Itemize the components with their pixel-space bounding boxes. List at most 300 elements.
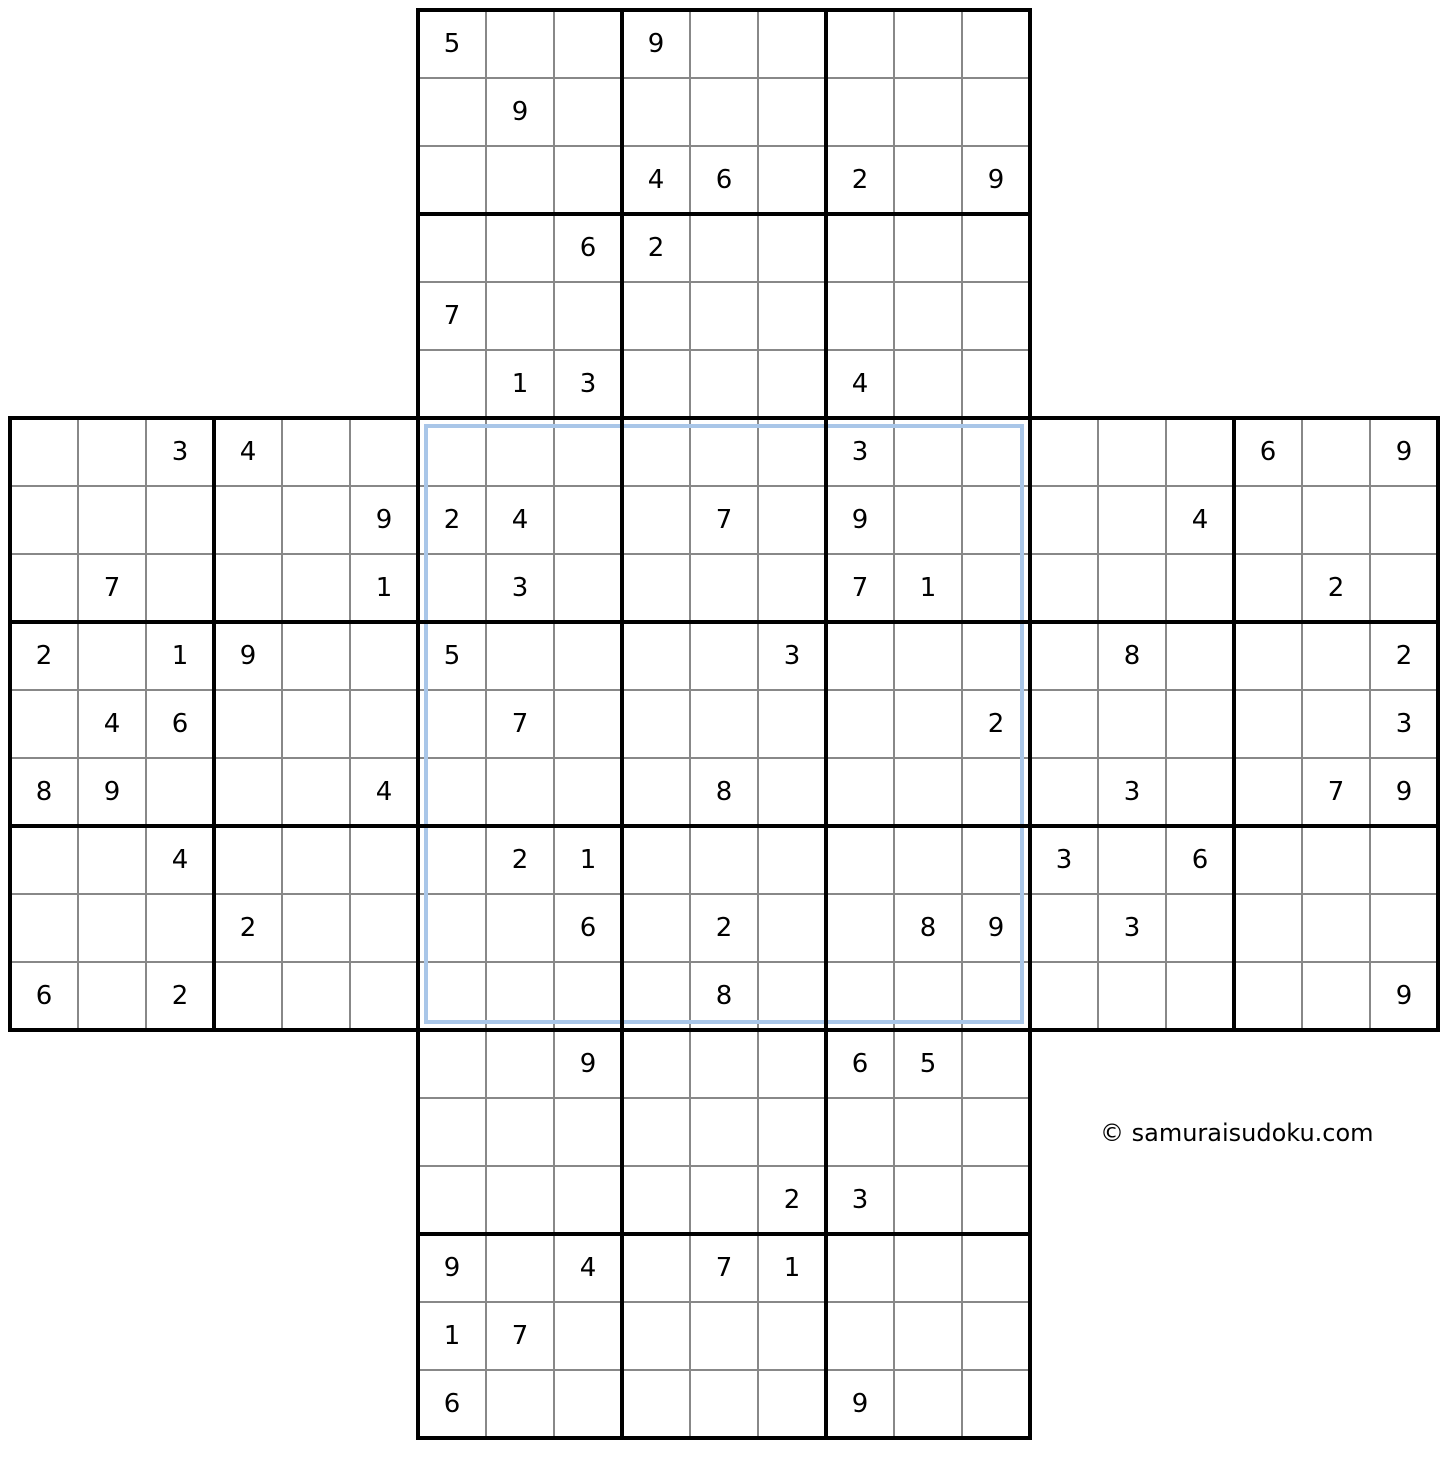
sudoku-cell-r12-c7[interactable] xyxy=(418,758,486,826)
sudoku-cell-r10-c7[interactable] xyxy=(418,622,486,690)
sudoku-cell-r21-c8[interactable] xyxy=(486,1370,554,1438)
sudoku-cell-r16-c14[interactable] xyxy=(894,1030,962,1098)
sudoku-cell-r14-c7[interactable] xyxy=(418,894,486,962)
sudoku-cell-r15-c17[interactable] xyxy=(1098,962,1166,1030)
sudoku-cell-r2-c9[interactable] xyxy=(554,78,622,146)
sudoku-cell-r10-c12[interactable] xyxy=(758,622,826,690)
sudoku-cell-r8-c7[interactable] xyxy=(418,486,486,554)
sudoku-cell-r15-c9[interactable] xyxy=(554,962,622,1030)
sudoku-cell-r20-c10[interactable] xyxy=(622,1302,690,1370)
sudoku-cell-r15-c21[interactable] xyxy=(1370,962,1438,1030)
sudoku-cell-r20-c8[interactable] xyxy=(486,1302,554,1370)
sudoku-cell-r20-c12[interactable] xyxy=(758,1302,826,1370)
sudoku-cell-r13-c13[interactable] xyxy=(826,826,894,894)
sudoku-cell-r11-c9[interactable] xyxy=(554,690,622,758)
sudoku-cell-r19-c13[interactable] xyxy=(826,1234,894,1302)
sudoku-cell-r4-c13[interactable] xyxy=(826,214,894,282)
sudoku-cell-r6-c14[interactable] xyxy=(894,350,962,418)
sudoku-cell-r8-c15[interactable] xyxy=(962,486,1030,554)
sudoku-cell-r12-c9[interactable] xyxy=(554,758,622,826)
sudoku-cell-r2-c14[interactable] xyxy=(894,78,962,146)
sudoku-cell-r3-c13[interactable] xyxy=(826,146,894,214)
sudoku-cell-r12-c14[interactable] xyxy=(894,758,962,826)
sudoku-cell-r17-c9[interactable] xyxy=(554,1098,622,1166)
sudoku-cell-r10-c9[interactable] xyxy=(554,622,622,690)
sudoku-cell-r8-c9[interactable] xyxy=(554,486,622,554)
sudoku-cell-r13-c12[interactable] xyxy=(758,826,826,894)
sudoku-cell-r17-c10[interactable] xyxy=(622,1098,690,1166)
sudoku-cell-r21-c14[interactable] xyxy=(894,1370,962,1438)
sudoku-cell-r6-c7[interactable] xyxy=(418,350,486,418)
sudoku-cell-r12-c20[interactable] xyxy=(1302,758,1370,826)
sudoku-cell-r7-c8[interactable] xyxy=(486,418,554,486)
sudoku-cell-r13-c18[interactable] xyxy=(1166,826,1234,894)
sudoku-cell-r9-c1[interactable] xyxy=(10,554,78,622)
sudoku-cell-r8-c6[interactable] xyxy=(350,486,418,554)
sudoku-cell-r12-c16[interactable] xyxy=(1030,758,1098,826)
sudoku-cell-r7-c9[interactable] xyxy=(554,418,622,486)
sudoku-cell-r2-c7[interactable] xyxy=(418,78,486,146)
sudoku-cell-r19-c12[interactable] xyxy=(758,1234,826,1302)
sudoku-cell-r15-c11[interactable] xyxy=(690,962,758,1030)
sudoku-cell-r12-c18[interactable] xyxy=(1166,758,1234,826)
sudoku-cell-r14-c5[interactable] xyxy=(282,894,350,962)
sudoku-cell-r16-c13[interactable] xyxy=(826,1030,894,1098)
sudoku-cell-r12-c21[interactable] xyxy=(1370,758,1438,826)
sudoku-cell-r19-c7[interactable] xyxy=(418,1234,486,1302)
sudoku-cell-r8-c16[interactable] xyxy=(1030,486,1098,554)
sudoku-cell-r11-c17[interactable] xyxy=(1098,690,1166,758)
sudoku-cell-r11-c7[interactable] xyxy=(418,690,486,758)
sudoku-cell-r14-c10[interactable] xyxy=(622,894,690,962)
sudoku-cell-r15-c5[interactable] xyxy=(282,962,350,1030)
sudoku-cell-r4-c15[interactable] xyxy=(962,214,1030,282)
sudoku-cell-r10-c19[interactable] xyxy=(1234,622,1302,690)
sudoku-cell-r12-c2[interactable] xyxy=(78,758,146,826)
sudoku-cell-r17-c13[interactable] xyxy=(826,1098,894,1166)
sudoku-cell-r17-c15[interactable] xyxy=(962,1098,1030,1166)
sudoku-cell-r10-c18[interactable] xyxy=(1166,622,1234,690)
sudoku-cell-r14-c2[interactable] xyxy=(78,894,146,962)
sudoku-cell-r11-c1[interactable] xyxy=(10,690,78,758)
sudoku-cell-r10-c11[interactable] xyxy=(690,622,758,690)
sudoku-cell-r8-c12[interactable] xyxy=(758,486,826,554)
sudoku-cell-r12-c6[interactable] xyxy=(350,758,418,826)
sudoku-cell-r13-c4[interactable] xyxy=(214,826,282,894)
sudoku-cell-r20-c15[interactable] xyxy=(962,1302,1030,1370)
sudoku-cell-r18-c12[interactable] xyxy=(758,1166,826,1234)
sudoku-cell-r10-c16[interactable] xyxy=(1030,622,1098,690)
sudoku-cell-r10-c4[interactable] xyxy=(214,622,282,690)
sudoku-cell-r7-c21[interactable] xyxy=(1370,418,1438,486)
sudoku-cell-r19-c11[interactable] xyxy=(690,1234,758,1302)
sudoku-cell-r21-c12[interactable] xyxy=(758,1370,826,1438)
sudoku-cell-r3-c11[interactable] xyxy=(690,146,758,214)
sudoku-cell-r8-c3[interactable] xyxy=(146,486,214,554)
sudoku-cell-r10-c6[interactable] xyxy=(350,622,418,690)
sudoku-cell-r14-c8[interactable] xyxy=(486,894,554,962)
sudoku-cell-r15-c7[interactable] xyxy=(418,962,486,1030)
sudoku-cell-r1-c9[interactable] xyxy=(554,10,622,78)
sudoku-cell-r19-c10[interactable] xyxy=(622,1234,690,1302)
sudoku-cell-r8-c8[interactable] xyxy=(486,486,554,554)
sudoku-cell-r5-c9[interactable] xyxy=(554,282,622,350)
sudoku-cell-r20-c9[interactable] xyxy=(554,1302,622,1370)
sudoku-cell-r8-c11[interactable] xyxy=(690,486,758,554)
sudoku-cell-r14-c6[interactable] xyxy=(350,894,418,962)
sudoku-cell-r17-c12[interactable] xyxy=(758,1098,826,1166)
sudoku-cell-r10-c8[interactable] xyxy=(486,622,554,690)
sudoku-cell-r8-c10[interactable] xyxy=(622,486,690,554)
sudoku-cell-r12-c11[interactable] xyxy=(690,758,758,826)
given-digit: 6 xyxy=(579,913,597,943)
sudoku-cell-r1-c10[interactable] xyxy=(622,10,690,78)
sudoku-cell-r1-c12[interactable] xyxy=(758,10,826,78)
sudoku-cell-r19-c15[interactable] xyxy=(962,1234,1030,1302)
sudoku-cell-r2-c13[interactable] xyxy=(826,78,894,146)
sudoku-cell-r1-c8[interactable] xyxy=(486,10,554,78)
sudoku-cell-r15-c3[interactable] xyxy=(146,962,214,1030)
sudoku-cell-r11-c5[interactable] xyxy=(282,690,350,758)
sudoku-cell-r5-c13[interactable] xyxy=(826,282,894,350)
sudoku-cell-r18-c7[interactable] xyxy=(418,1166,486,1234)
sudoku-cell-r8-c21[interactable] xyxy=(1370,486,1438,554)
sudoku-cell-r16-c15[interactable] xyxy=(962,1030,1030,1098)
sudoku-cell-r19-c9[interactable] xyxy=(554,1234,622,1302)
sudoku-cell-r9-c14[interactable] xyxy=(894,554,962,622)
sudoku-cell-r7-c7[interactable] xyxy=(418,418,486,486)
sudoku-cell-r14-c18[interactable] xyxy=(1166,894,1234,962)
sudoku-cell-r11-c4[interactable] xyxy=(214,690,282,758)
sudoku-cell-r7-c4[interactable] xyxy=(214,418,282,486)
sudoku-cell-r3-c9[interactable] xyxy=(554,146,622,214)
sudoku-cell-r8-c19[interactable] xyxy=(1234,486,1302,554)
sudoku-cell-r21-c13[interactable] xyxy=(826,1370,894,1438)
given-digit: 1 xyxy=(443,1321,461,1351)
sudoku-cell-r9-c3[interactable] xyxy=(146,554,214,622)
sudoku-cell-r1-c15[interactable] xyxy=(962,10,1030,78)
sudoku-cell-r12-c19[interactable] xyxy=(1234,758,1302,826)
sudoku-cell-r8-c1[interactable] xyxy=(10,486,78,554)
sudoku-cell-r9-c7[interactable] xyxy=(418,554,486,622)
sudoku-cell-r7-c14[interactable] xyxy=(894,418,962,486)
sudoku-cell-r13-c7[interactable] xyxy=(418,826,486,894)
sudoku-cell-r19-c8[interactable] xyxy=(486,1234,554,1302)
sudoku-cell-r13-c21[interactable] xyxy=(1370,826,1438,894)
sudoku-cell-r3-c8[interactable] xyxy=(486,146,554,214)
sudoku-cell-r9-c8[interactable] xyxy=(486,554,554,622)
sudoku-cell-r4-c8[interactable] xyxy=(486,214,554,282)
sudoku-cell-r9-c12[interactable] xyxy=(758,554,826,622)
sudoku-cell-r2-c12[interactable] xyxy=(758,78,826,146)
sudoku-cell-r14-c19[interactable] xyxy=(1234,894,1302,962)
sudoku-cell-r12-c8[interactable] xyxy=(486,758,554,826)
sudoku-cell-r7-c18[interactable] xyxy=(1166,418,1234,486)
sudoku-cell-r8-c4[interactable] xyxy=(214,486,282,554)
sudoku-cell-r4-c12[interactable] xyxy=(758,214,826,282)
sudoku-cell-r14-c12[interactable] xyxy=(758,894,826,962)
sudoku-cell-r9-c20[interactable] xyxy=(1302,554,1370,622)
sudoku-cell-r13-c8[interactable] xyxy=(486,826,554,894)
sudoku-cell-r6-c8[interactable] xyxy=(486,350,554,418)
sudoku-cell-r16-c9[interactable] xyxy=(554,1030,622,1098)
sudoku-cell-r15-c6[interactable] xyxy=(350,962,418,1030)
sudoku-cell-r9-c10[interactable] xyxy=(622,554,690,622)
sudoku-cell-r7-c13[interactable] xyxy=(826,418,894,486)
sudoku-cell-r9-c9[interactable] xyxy=(554,554,622,622)
sudoku-cell-r11-c19[interactable] xyxy=(1234,690,1302,758)
sudoku-cell-r20-c11[interactable] xyxy=(690,1302,758,1370)
sudoku-cell-r11-c16[interactable] xyxy=(1030,690,1098,758)
sudoku-cell-r13-c11[interactable] xyxy=(690,826,758,894)
sudoku-cell-r8-c5[interactable] xyxy=(282,486,350,554)
sudoku-cell-r16-c10[interactable] xyxy=(622,1030,690,1098)
sudoku-cell-r7-c20[interactable] xyxy=(1302,418,1370,486)
sudoku-cell-r14-c9[interactable] xyxy=(554,894,622,962)
sudoku-cell-r2-c15[interactable] xyxy=(962,78,1030,146)
sudoku-cell-r21-c9[interactable] xyxy=(554,1370,622,1438)
sudoku-cell-r12-c10[interactable] xyxy=(622,758,690,826)
sudoku-cell-r12-c4[interactable] xyxy=(214,758,282,826)
sudoku-cell-r8-c2[interactable] xyxy=(78,486,146,554)
sudoku-cell-r13-c14[interactable] xyxy=(894,826,962,894)
sudoku-cell-r11-c10[interactable] xyxy=(622,690,690,758)
sudoku-cell-r9-c16[interactable] xyxy=(1030,554,1098,622)
sudoku-cell-r9-c18[interactable] xyxy=(1166,554,1234,622)
sudoku-cell-r14-c13[interactable] xyxy=(826,894,894,962)
sudoku-cell-r18-c9[interactable] xyxy=(554,1166,622,1234)
sudoku-cell-r13-c6[interactable] xyxy=(350,826,418,894)
sudoku-cell-r15-c13[interactable] xyxy=(826,962,894,1030)
sudoku-cell-r6-c10[interactable] xyxy=(622,350,690,418)
sudoku-cell-r13-c19[interactable] xyxy=(1234,826,1302,894)
sudoku-cell-r5-c14[interactable] xyxy=(894,282,962,350)
sudoku-cell-r15-c4[interactable] xyxy=(214,962,282,1030)
sudoku-cell-r7-c17[interactable] xyxy=(1098,418,1166,486)
sudoku-cell-r14-c1[interactable] xyxy=(10,894,78,962)
sudoku-cell-r10-c5[interactable] xyxy=(282,622,350,690)
sudoku-cell-r5-c8[interactable] xyxy=(486,282,554,350)
sudoku-cell-r11-c3[interactable] xyxy=(146,690,214,758)
sudoku-cell-r17-c11[interactable] xyxy=(690,1098,758,1166)
sudoku-cell-r18-c10[interactable] xyxy=(622,1166,690,1234)
given-digit: 1 xyxy=(919,573,937,603)
sudoku-cell-r15-c12[interactable] xyxy=(758,962,826,1030)
sudoku-cell-r7-c11[interactable] xyxy=(690,418,758,486)
sudoku-cell-r10-c21[interactable] xyxy=(1370,622,1438,690)
sudoku-cell-r11-c15[interactable] xyxy=(962,690,1030,758)
sudoku-cell-r11-c2[interactable] xyxy=(78,690,146,758)
sudoku-cell-r4-c7[interactable] xyxy=(418,214,486,282)
sudoku-cell-r15-c19[interactable] xyxy=(1234,962,1302,1030)
sudoku-cell-r10-c17[interactable] xyxy=(1098,622,1166,690)
sudoku-cell-r21-c7[interactable] xyxy=(418,1370,486,1438)
sudoku-cell-r15-c10[interactable] xyxy=(622,962,690,1030)
sudoku-cell-r15-c1[interactable] xyxy=(10,962,78,1030)
sudoku-cell-r8-c13[interactable] xyxy=(826,486,894,554)
sudoku-cell-r6-c11[interactable] xyxy=(690,350,758,418)
sudoku-cell-r7-c3[interactable] xyxy=(146,418,214,486)
sudoku-cell-r4-c9[interactable] xyxy=(554,214,622,282)
sudoku-cell-r7-c2[interactable] xyxy=(78,418,146,486)
sudoku-cell-r14-c20[interactable] xyxy=(1302,894,1370,962)
sudoku-cell-r7-c10[interactable] xyxy=(622,418,690,486)
sudoku-cell-r12-c15[interactable] xyxy=(962,758,1030,826)
sudoku-cell-r18-c14[interactable] xyxy=(894,1166,962,1234)
sudoku-cell-r18-c8[interactable] xyxy=(486,1166,554,1234)
sudoku-cell-r9-c2[interactable] xyxy=(78,554,146,622)
sudoku-cell-r7-c1[interactable] xyxy=(10,418,78,486)
sudoku-cell-r10-c10[interactable] xyxy=(622,622,690,690)
sudoku-cell-r15-c14[interactable] xyxy=(894,962,962,1030)
sudoku-cell-r11-c12[interactable] xyxy=(758,690,826,758)
sudoku-cell-r12-c17[interactable] xyxy=(1098,758,1166,826)
sudoku-cell-r3-c12[interactable] xyxy=(758,146,826,214)
sudoku-cell-r6-c9[interactable] xyxy=(554,350,622,418)
sudoku-cell-r11-c14[interactable] xyxy=(894,690,962,758)
sudoku-cell-r17-c7[interactable] xyxy=(418,1098,486,1166)
sudoku-cell-r21-c11[interactable] xyxy=(690,1370,758,1438)
sudoku-cell-r4-c10[interactable] xyxy=(622,214,690,282)
sudoku-cell-r16-c7[interactable] xyxy=(418,1030,486,1098)
sudoku-cell-r8-c14[interactable] xyxy=(894,486,962,554)
sudoku-cell-r13-c16[interactable] xyxy=(1030,826,1098,894)
sudoku-cell-r9-c5[interactable] xyxy=(282,554,350,622)
sudoku-cell-r10-c1[interactable] xyxy=(10,622,78,690)
sudoku-cell-r9-c15[interactable] xyxy=(962,554,1030,622)
sudoku-cell-r12-c13[interactable] xyxy=(826,758,894,826)
sudoku-cell-r14-c15[interactable] xyxy=(962,894,1030,962)
sudoku-cell-r10-c13[interactable] xyxy=(826,622,894,690)
sudoku-cell-r15-c15[interactable] xyxy=(962,962,1030,1030)
sudoku-cell-r16-c8[interactable] xyxy=(486,1030,554,1098)
sudoku-cell-r13-c3[interactable] xyxy=(146,826,214,894)
sudoku-cell-r9-c4[interactable] xyxy=(214,554,282,622)
sudoku-cell-r8-c17[interactable] xyxy=(1098,486,1166,554)
sudoku-cell-r5-c15[interactable] xyxy=(962,282,1030,350)
sudoku-cell-r15-c20[interactable] xyxy=(1302,962,1370,1030)
sudoku-cell-r16-c12[interactable] xyxy=(758,1030,826,1098)
sudoku-cell-r13-c2[interactable] xyxy=(78,826,146,894)
sudoku-cell-r14-c21[interactable] xyxy=(1370,894,1438,962)
sudoku-cell-r7-c12[interactable] xyxy=(758,418,826,486)
sudoku-cell-r3-c10[interactable] xyxy=(622,146,690,214)
sudoku-cell-r10-c15[interactable] xyxy=(962,622,1030,690)
sudoku-cell-r13-c1[interactable] xyxy=(10,826,78,894)
sudoku-cell-r5-c11[interactable] xyxy=(690,282,758,350)
sudoku-cell-r5-c10[interactable] xyxy=(622,282,690,350)
sudoku-cell-r10-c20[interactable] xyxy=(1302,622,1370,690)
sudoku-cell-r21-c15[interactable] xyxy=(962,1370,1030,1438)
sudoku-cell-r7-c19[interactable] xyxy=(1234,418,1302,486)
sudoku-cell-r11-c20[interactable] xyxy=(1302,690,1370,758)
sudoku-cell-r1-c13[interactable] xyxy=(826,10,894,78)
sudoku-cell-r8-c18[interactable] xyxy=(1166,486,1234,554)
sudoku-cell-r11-c11[interactable] xyxy=(690,690,758,758)
sudoku-cell-r14-c14[interactable] xyxy=(894,894,962,962)
sudoku-cell-r10-c2[interactable] xyxy=(78,622,146,690)
sudoku-cell-r9-c21[interactable] xyxy=(1370,554,1438,622)
sudoku-cell-r15-c2[interactable] xyxy=(78,962,146,1030)
sudoku-cell-r12-c5[interactable] xyxy=(282,758,350,826)
sudoku-cell-r5-c12[interactable] xyxy=(758,282,826,350)
sudoku-cell-r12-c12[interactable] xyxy=(758,758,826,826)
sudoku-cell-r17-c8[interactable] xyxy=(486,1098,554,1166)
sudoku-cell-r14-c3[interactable] xyxy=(146,894,214,962)
sudoku-cell-r11-c18[interactable] xyxy=(1166,690,1234,758)
sudoku-cell-r10-c3[interactable] xyxy=(146,622,214,690)
sudoku-cell-r13-c17[interactable] xyxy=(1098,826,1166,894)
sudoku-cell-r14-c16[interactable] xyxy=(1030,894,1098,962)
sudoku-cell-r1-c7[interactable] xyxy=(418,10,486,78)
sudoku-cell-r5-c7[interactable] xyxy=(418,282,486,350)
sudoku-cell-r16-c11[interactable] xyxy=(690,1030,758,1098)
sudoku-cell-r11-c6[interactable] xyxy=(350,690,418,758)
sudoku-cell-r3-c7[interactable] xyxy=(418,146,486,214)
sudoku-cell-r13-c15[interactable] xyxy=(962,826,1030,894)
sudoku-cell-r14-c17[interactable] xyxy=(1098,894,1166,962)
sudoku-cell-r13-c5[interactable] xyxy=(282,826,350,894)
sudoku-cell-r4-c14[interactable] xyxy=(894,214,962,282)
sudoku-cell-r17-c14[interactable] xyxy=(894,1098,962,1166)
sudoku-cell-r13-c10[interactable] xyxy=(622,826,690,894)
sudoku-cell-r9-c13[interactable] xyxy=(826,554,894,622)
sudoku-cell-r18-c15[interactable] xyxy=(962,1166,1030,1234)
sudoku-cell-r8-c20[interactable] xyxy=(1302,486,1370,554)
sudoku-cell-r11-c13[interactable] xyxy=(826,690,894,758)
sudoku-cell-r4-c11[interactable] xyxy=(690,214,758,282)
sudoku-cell-r14-c11[interactable] xyxy=(690,894,758,962)
sudoku-cell-r14-c4[interactable] xyxy=(214,894,282,962)
sudoku-cell-r2-c8[interactable] xyxy=(486,78,554,146)
sudoku-cell-r6-c13[interactable] xyxy=(826,350,894,418)
sudoku-cell-r7-c16[interactable] xyxy=(1030,418,1098,486)
sudoku-cell-r3-c15[interactable] xyxy=(962,146,1030,214)
sudoku-cell-r7-c5[interactable] xyxy=(282,418,350,486)
sudoku-cell-r2-c10[interactable] xyxy=(622,78,690,146)
sudoku-cell-r12-c1[interactable] xyxy=(10,758,78,826)
sudoku-cell-r6-c15[interactable] xyxy=(962,350,1030,418)
sudoku-cell-r9-c6[interactable] xyxy=(350,554,418,622)
sudoku-cell-r15-c16[interactable] xyxy=(1030,962,1098,1030)
sudoku-cell-r15-c8[interactable] xyxy=(486,962,554,1030)
sudoku-cell-r2-c11[interactable] xyxy=(690,78,758,146)
sudoku-cell-r20-c13[interactable] xyxy=(826,1302,894,1370)
sudoku-cell-r1-c14[interactable] xyxy=(894,10,962,78)
sudoku-cell-r18-c13[interactable] xyxy=(826,1166,894,1234)
sudoku-cell-r9-c11[interactable] xyxy=(690,554,758,622)
sudoku-cell-r9-c19[interactable] xyxy=(1234,554,1302,622)
sudoku-cell-r1-c11[interactable] xyxy=(690,10,758,78)
sudoku-cell-r7-c15[interactable] xyxy=(962,418,1030,486)
sudoku-cell-r6-c12[interactable] xyxy=(758,350,826,418)
sudoku-cell-r7-c6[interactable] xyxy=(350,418,418,486)
sudoku-cell-r19-c14[interactable] xyxy=(894,1234,962,1302)
sudoku-cell-r13-c9[interactable] xyxy=(554,826,622,894)
sudoku-cell-r20-c7[interactable] xyxy=(418,1302,486,1370)
sudoku-cell-r11-c8[interactable] xyxy=(486,690,554,758)
sudoku-cell-r18-c11[interactable] xyxy=(690,1166,758,1234)
sudoku-cell-r15-c18[interactable] xyxy=(1166,962,1234,1030)
sudoku-cell-r20-c14[interactable] xyxy=(894,1302,962,1370)
sudoku-cell-r11-c21[interactable] xyxy=(1370,690,1438,758)
sudoku-cell-r21-c10[interactable] xyxy=(622,1370,690,1438)
sudoku-cell-r13-c20[interactable] xyxy=(1302,826,1370,894)
sudoku-cell-r9-c17[interactable] xyxy=(1098,554,1166,622)
sudoku-cell-r12-c3[interactable] xyxy=(146,758,214,826)
sudoku-cell-r10-c14[interactable] xyxy=(894,622,962,690)
sudoku-cell-r3-c14[interactable] xyxy=(894,146,962,214)
